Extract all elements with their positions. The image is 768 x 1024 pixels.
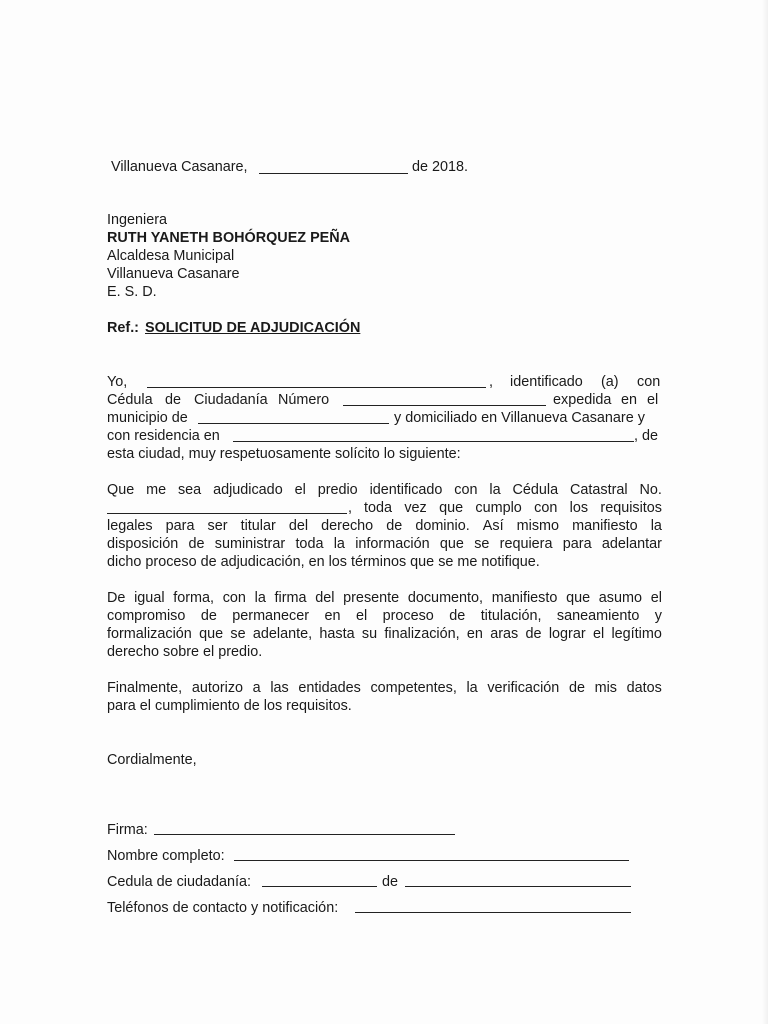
word: Cédula [512,482,559,498]
p1-line-2-words [364,499,662,517]
word: igual [134,590,165,606]
word: la [254,590,266,606]
word: que [439,500,464,516]
p3-text: para el cumplimiento de los requisitos. [107,698,352,714]
intro-text: esta ciudad, muy respetuosamente solícito lo siguiente: [107,446,461,462]
intro-paragraph [107,373,662,463]
name-blank-line [147,387,486,388]
word: entidades [298,680,361,696]
intro-text: municipio de [107,410,188,426]
word: la [333,536,345,552]
date-blank-line [259,173,408,174]
nombre-label: Nombre completo: [107,848,225,864]
word: a [252,680,261,696]
p3-line-2 [107,697,662,715]
word: formalización [107,626,192,642]
intro-text: expedida [553,392,612,408]
word: con [534,500,558,516]
intro-text: Cédula [107,392,153,408]
word: datos [626,680,662,696]
word: de [200,608,217,624]
p2-line-2 [107,607,662,625]
p1-line-2 [107,499,662,517]
word: mismo [516,518,560,534]
p1-line-1 [107,481,662,499]
word: documento, [407,590,484,606]
word: identificado [369,482,443,498]
word: disposición [107,536,179,552]
intro-line-5 [107,445,662,463]
word: Catastral [569,482,628,498]
word: vez [404,500,427,516]
word: firma [274,590,307,606]
word: para [562,536,592,552]
p2-line-1 [107,589,662,607]
intro-text: y domiciliado en Villanueva Casanare y [394,410,645,426]
word: hasta [319,626,355,642]
word: dominio. [415,518,470,534]
p1-text: , [348,500,352,516]
word: autorizo [191,680,244,696]
word: Así [482,518,504,534]
intro-line-1 [107,373,662,391]
word: proceso [382,608,434,624]
word: suministrar [214,536,286,552]
word: la [650,518,662,534]
intro-text: identificado [510,374,583,390]
p1-line-4 [107,535,662,553]
word: finalización, [384,626,460,642]
word: lograr [548,626,586,642]
word: que [566,590,591,606]
intro-text: Yo, [107,374,128,390]
word: que [199,626,224,642]
word: Que [107,482,135,498]
intro-line-2 [107,391,662,409]
word: del [288,518,309,534]
word: saneamiento [556,608,640,624]
word: para [165,518,195,534]
cedula-lugar-field[interactable] [405,886,631,887]
word: De [107,590,126,606]
word: cumplo [475,500,522,516]
telefonos-label: Teléfonos de contacto y notificación: [107,900,339,916]
word: la [489,482,501,498]
word: me [146,482,167,498]
p2-line-3 [107,625,662,643]
word: del [315,590,335,606]
header-year: de 2018. [412,159,469,175]
intro-line-4 [107,427,662,445]
word: se [230,626,246,642]
p1-text: dicho proceso de adjudicación, en los términos que se me notifique. [107,554,540,570]
intro-text: Número [278,392,330,408]
telefonos-field[interactable] [355,912,631,913]
recipient-esd: E. S. D. [107,284,157,300]
intro-text: (a) [601,374,619,390]
recipient-city: Villanueva Casanare [107,266,240,282]
word: asumo [598,590,642,606]
word: mis [594,680,617,696]
word: de [386,518,403,534]
intro-text: de [165,392,182,408]
intro-text: Ciudadanía [194,392,268,408]
word: de [568,680,585,696]
word: de [449,608,466,624]
word: titular [240,518,276,534]
word: compromiso [107,608,186,624]
p2-text: derecho sobre el predio. [107,644,263,660]
recipient-title: Ingeniera [107,212,168,228]
page-edge-shadow [762,0,768,1024]
word: y [654,608,662,624]
word: con [222,590,246,606]
word: el [592,626,605,642]
word: legítimo [611,626,662,642]
nombre-field[interactable] [234,860,629,861]
recipient-position: Alcaldesa Municipal [107,248,235,264]
word: titulación, [480,608,542,624]
catastral-blank-line [107,513,347,514]
word: competentes, [370,680,457,696]
word: información [355,536,430,552]
p3-line-1 [107,679,662,697]
p1-line-3 [107,517,662,535]
recipient-name: RUTH YANETH BOHÓRQUEZ PEÑA [107,230,351,246]
intro-text: , [489,374,493,390]
word: forma, [173,590,215,606]
paragraph-1 [107,481,662,571]
word: de [188,536,205,552]
word: en [324,608,341,624]
municipio-blank-line [198,423,389,424]
intro-text: con residencia en [107,428,220,444]
header-place: Villanueva Casanare, [111,159,248,175]
word: toda [295,536,324,552]
word: Finalmente, [107,680,183,696]
word: sea [177,482,202,498]
word: el [650,590,662,606]
word: la [466,680,478,696]
intro-text: con [637,374,661,390]
word: con [454,482,478,498]
word: ser [207,518,228,534]
word: toda [364,500,393,516]
word: manifiesto [491,590,558,606]
intro-text: , de [634,428,659,444]
residencia-blank-line [233,441,634,442]
word: los [569,500,589,516]
word: de [525,626,542,642]
word: derecho [321,518,374,534]
cedula-de-label: de [382,874,399,890]
word: permanecer [232,608,310,624]
word: el [355,608,368,624]
reference-prefix: Ref.: [107,320,139,336]
word: su [361,626,378,642]
intro-line-3 [107,409,662,427]
paragraph-3 [107,679,662,715]
word: las [270,680,289,696]
cedula-field[interactable] [262,886,377,887]
word: que [439,536,464,552]
intro-text: el [647,392,659,408]
reference-subject: SOLICITUD DE ADJUDICACIÓN [145,320,361,336]
firma-field[interactable] [154,834,455,835]
word: requisitos [600,500,662,516]
intro-text: en [621,392,638,408]
word: verificación [487,680,560,696]
word: predio [317,482,358,498]
cedula-label: Cedula de ciudadanía: [107,874,252,890]
paragraph-2 [107,589,662,661]
word: adelante, [252,626,313,642]
word: requiera [499,536,553,552]
word: el [294,482,306,498]
word: adelantar [601,536,662,552]
closing: Cordialmente, [107,752,197,768]
word: se [474,536,490,552]
word: manifiesto [572,518,638,534]
word: en [466,626,483,642]
word: No. [639,482,662,498]
cedula-blank-line [343,405,546,406]
firma-label: Firma: [107,822,148,838]
word: aras [490,626,519,642]
word: presente [343,590,400,606]
p2-line-4 [107,643,662,661]
word: legales [107,518,153,534]
p1-line-5 [107,553,662,571]
word: adjudicado [213,482,283,498]
